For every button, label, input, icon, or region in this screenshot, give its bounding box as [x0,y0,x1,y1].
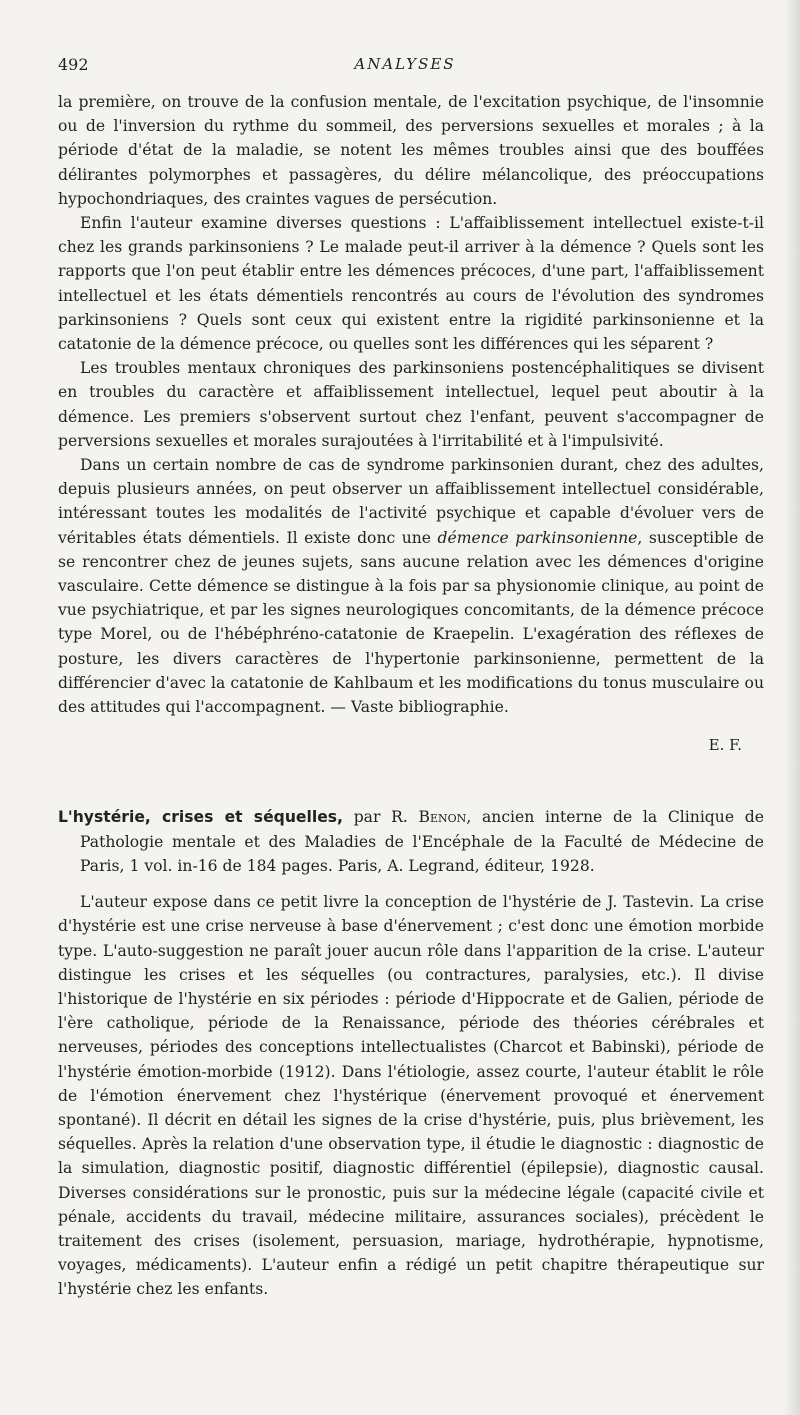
review-body: L'auteur expose dans ce petit livre la conception de l'hystérie de J. Tastevin. La crise d'hystérie est une crise nerveuse à base d'énervement ; c'est donc une émotion morbide type. L'auto-suggestion ne paraît jouer aucun rôle dans l'apparition de la crise. L'auteur distingue les crises et les séquelles (ou contractures, paralysies, etc.). Il divise l'historique de l'hystérie en six périodes : période d'Hippocrate et de Galien, période de l'ère catholique, période de la Renaissance, période des théories cérébrales et nerveuses, périodes des conceptions intellectualistes (Charcot et Babinski), période de l'hystérie émotion-morbide (1912). Dans l'étiologie, assez courte, l'auteur établit le rôle de l'émotion énervement chez l'hystérique (énervement provoqué et énervement spontané). Il décrit en détail les signes de la crise d'hystérie, puis, plus brièvement, les séquelles. Après la relation d'une observation type, il étudie le diagnostic : diagnostic de la simulation, diagnostic positif, diagnostic différentiel (épilepsie), diagnostic causal. Diverses considérations sur le pronostic, puis sur la médecine légale (capacité civile et pénale, accidents du travail, médecine militaire, assurances sociales), précèdent le traitement des crises (isolement, persuasion, mariage, hydrothérapie, hypnotisme, voyages, médicaments). L'auteur enfin a rédigé un petit chapitre thérapeutique sur l'hystérie chez les enfants. [58,893,764,1299]
review-heading [58,805,764,878]
italic-term: démence parkinsonienne [437,528,638,547]
section-gap [58,757,764,805]
review-hysteria [58,805,764,1301]
page-body [58,90,764,1302]
reviewer-signature: E. F. [708,736,742,755]
running-title: ANALYSES [354,55,456,73]
paragraph-4-end: , susceptible de se rencontrer chez de jeunes sujets, sans aucune relation avec les démences d'origine vasculaire. Cette démence se distingue à la fois par sa physionomie clinique, au point de vue psychiatrique, et par les signes neurologiques concomitants, de la démence précoce type Morel, ou de l'hébéphréno-catatonie de Kraepelin. L'exagération des réflexes de posture, les divers caractères de l'hypertonie parkinsonienne, permettent de la différencier d'avec la catatonie de Kahlbaum et les modifications du tonus musculaire ou des attitudes qui l'accompagnent. — Vaste bibliographie. [58,528,764,717]
review-title: L'hystérie, crises et séquelles, [58,808,343,827]
author-name: Benon [418,808,467,827]
page-header [58,55,752,79]
review-parkinson [58,90,764,757]
scan-shadow [784,0,800,1415]
paragraph-3: Les troubles mentaux chroniques des parkinsoniens postencéphalitiques se divisent en troubles du caractère et affaiblissement intellectuel, lequel peut aboutir à la démence. Les premiers s'observent surtout chez l'enfant, peuvent s'accompagner de perversions sexuelles et morales surajoutées à l'irritabilité et à l'impulsivité. [58,359,764,450]
paragraph-1: la première, on trouve de la confusion mentale, de l'excitation psychique, de l'insomnie ou de l'inversion du rythme du sommeil, des perversions sexuelles et morales ; à la période d'état de la maladie, se notent les mêmes troubles ainsi que des bouffées délirantes polymorphes et passagères, du délire mélancolique, des préoccupations hypochondriaques, des craintes vagues de persécution. [58,93,764,208]
paragraph-4-start: Dans un certain nombre de cas de syndrome parkinsonien durant, chez des adultes, depuis plusieurs années, on peut observer un affaiblissement intellectuel considérable, intéressant toutes les modalités de l'activité psychique et capable d'évoluer vers de véritables états démentiels. Il existe donc une [58,456,764,547]
publication-details: , ancien interne de la Clinique de Pathologie mentale et des Maladies de l'Encéphale de la Faculté de Médecine de Paris, 1 vol. in-16 de 184 pages. Paris, A. Legrand, éditeur, 1928. [80,808,764,875]
page-number: 492 [58,55,89,74]
paragraph-4 [58,453,764,719]
author-prefix: par R. [353,808,419,827]
paragraph-2: Enfin l'auteur examine diverses questions : L'affaiblissement intellectuel existe-t-il chez les grands parkinsoniens ? Le malade peut-il arriver à la démence ? Quels sont les rapports que l'on peut établir entre les démences précoces, d'une part, l'affaiblissement intellectuel et les états démentiels rencontrés au cours de l'évolution des syndromes parkinsoniens ? Quels sont ceux qui existent entre la rigidité parkinsonienne et la catatonie de la démence précoce, ou quelles sont les différences qui les séparent ? [58,214,764,354]
